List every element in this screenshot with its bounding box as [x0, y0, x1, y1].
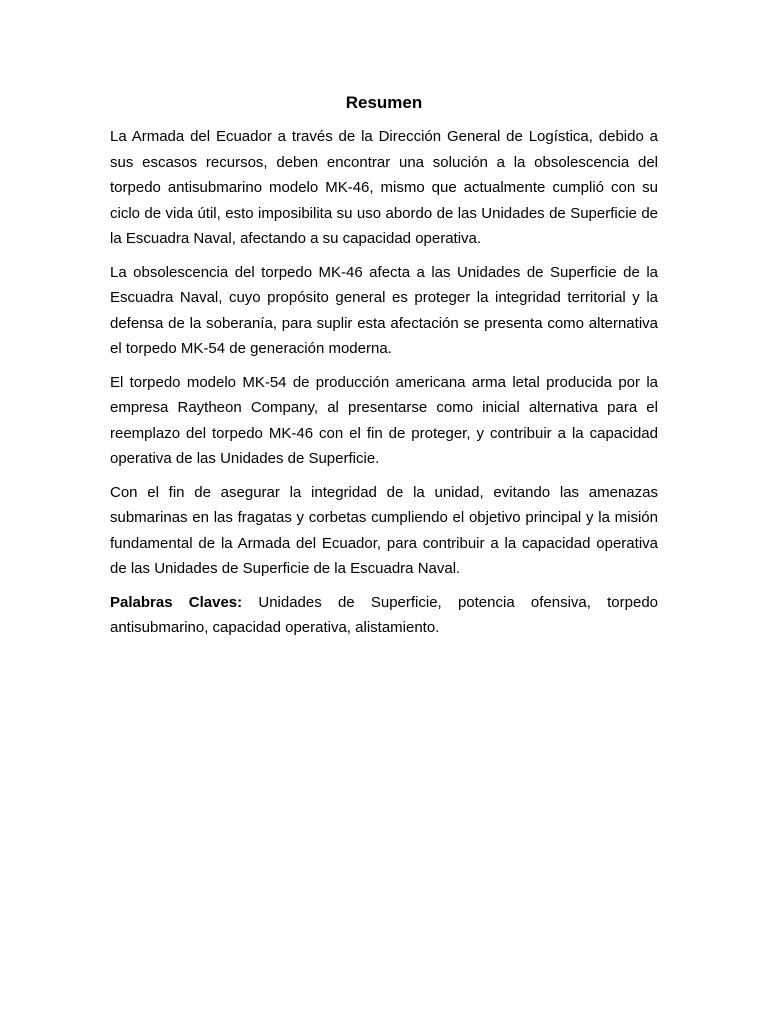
page-title: Resumen: [345, 93, 423, 112]
keywords-label: Palabras Claves:: [110, 593, 243, 611]
paragraph-1: La Armada del Ecuador a través de la Dirección General de Logística, debido a sus escasos recursos, deben encontrar una solución a la obsolescencia del torpedo antisubmarino modelo MK-46, mismo que actualmente cumplió con su ciclo de vida útil, esto imposibilita su uso abordo de las Unidades de Superficie de la Escuadra Naval, afectando a su capacidad operativa.: [110, 128, 658, 247]
paragraph-3: El torpedo modelo MK-54 de producción americana arma letal producida por la empresa Raytheon Company, al presentarse como inicial alternativa para el reemplazo del torpedo MK-46 con el fin de proteger, y contribuir a la capacidad operativa de las Unidades de Superficie.: [110, 373, 658, 467]
keywords-paragraph: [110, 590, 658, 641]
paragraph-2: La obsolescencia del torpedo MK-46 afecta a las Unidades de Superficie de la Escuadra Naval, cuyo propósito general es proteger la integridad territorial y la defensa de la soberanía, para suplir esta afectación se presenta como alternativa el torpedo MK-54 de generación moderna.: [110, 263, 658, 357]
keywords-text: Unidades de Superficie, potencia ofensiva, torpedo antisubmarino, capacidad operativa, alistamiento.: [110, 593, 659, 636]
paragraph-4: Con el fin de asegurar la integridad de la unidad, evitando las amenazas submarinas en las fragatas y corbetas cumpliendo el objetivo principal y la misión fundamental de la Armada del Ecuador, para contribuir a la capacidad operativa de las Unidades de Superficie de la Escuadra Naval.: [110, 483, 658, 577]
abstract-body: [110, 124, 658, 641]
